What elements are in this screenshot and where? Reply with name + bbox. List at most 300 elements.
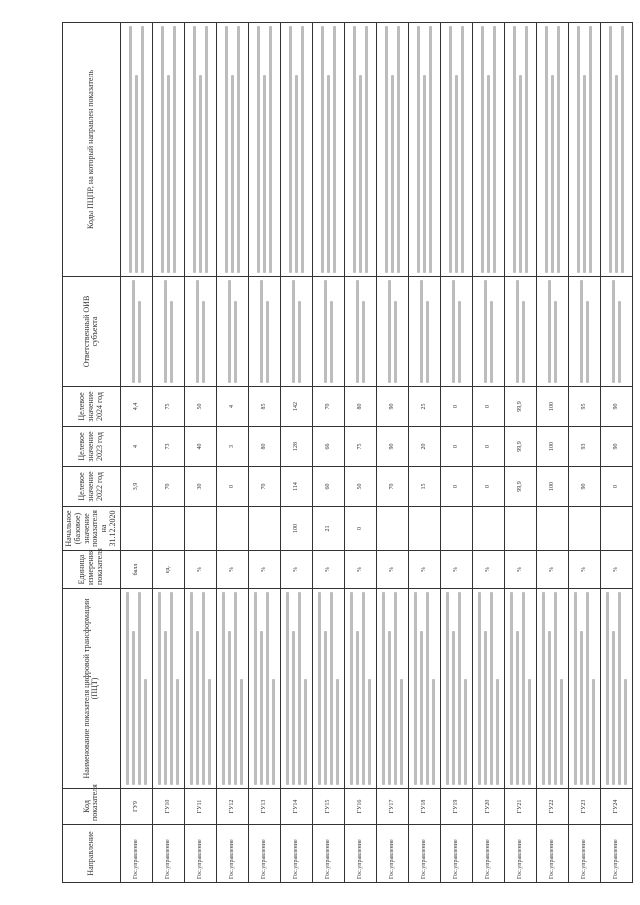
text-placeholder: [263, 75, 266, 273]
header-direction: Направление: [63, 825, 121, 883]
target-2022-cell: 15: [408, 467, 440, 507]
target-2023-cell: 93: [568, 427, 600, 467]
text-placeholder: [126, 592, 129, 785]
direction-cell: Гос.управление: [504, 825, 536, 883]
name-cell: [568, 589, 600, 789]
target-2022-cell: 99,9: [504, 467, 536, 507]
text-placeholder: [583, 75, 586, 273]
text-placeholder: [577, 26, 580, 273]
responsible-cell: [248, 277, 280, 387]
text-placeholder: [388, 280, 391, 383]
text-placeholder: [176, 679, 179, 785]
target-2024-cell: 100: [536, 387, 568, 427]
table-row: [408, 23, 440, 883]
text-placeholder: [510, 592, 513, 785]
text-placeholder: [272, 679, 275, 785]
direction-cell: Гос.управление: [408, 825, 440, 883]
header-target-2024: Целевое значение 2024 год: [63, 387, 121, 427]
text-placeholder: [551, 75, 554, 273]
target-2022-cell: 100: [536, 467, 568, 507]
text-placeholder: [391, 75, 394, 273]
text-placeholder: [286, 592, 289, 785]
text-placeholder: [432, 679, 435, 785]
text-placeholder: [298, 592, 301, 785]
nat-goal-cell: [440, 23, 472, 277]
code-cell: ГУ14: [280, 789, 312, 825]
text-placeholder: [164, 631, 167, 785]
nat-goal-cell: [280, 23, 312, 277]
direction-cell: Гос.управление: [600, 825, 632, 883]
target-2022-cell: 60: [312, 467, 344, 507]
nat-goal-cell: [536, 23, 568, 277]
target-2023-cell: 99,9: [504, 427, 536, 467]
target-2024-cell: 99,9: [504, 387, 536, 427]
text-placeholder: [589, 26, 592, 273]
text-placeholder: [333, 26, 336, 273]
direction-cell: Гос.управление: [216, 825, 248, 883]
text-placeholder: [350, 592, 353, 785]
text-placeholder: [304, 679, 307, 785]
responsible-cell: [152, 277, 184, 387]
table-row: [536, 23, 568, 883]
responsible-cell: [408, 277, 440, 387]
text-placeholder: [132, 631, 135, 785]
direction-cell: Гос.управление: [344, 825, 376, 883]
text-placeholder: [202, 301, 205, 383]
text-placeholder: [298, 301, 301, 383]
target-2022-cell: 30: [184, 467, 216, 507]
text-placeholder: [542, 592, 545, 785]
responsible-cell: [312, 277, 344, 387]
responsible-cell: [440, 277, 472, 387]
text-placeholder: [199, 75, 202, 273]
direction-cell: Гос.управление: [440, 825, 472, 883]
target-2024-cell: 70: [312, 387, 344, 427]
text-placeholder: [618, 301, 621, 383]
target-2024-cell: 0: [472, 387, 504, 427]
target-2023-cell: 75: [344, 427, 376, 467]
text-placeholder: [292, 631, 295, 785]
name-cell: [472, 589, 504, 789]
unit-cell: %: [504, 551, 536, 589]
nat-goal-cell: [408, 23, 440, 277]
target-2024-cell: 80: [344, 387, 376, 427]
code-cell: ГУ16: [344, 789, 376, 825]
nat-goal-cell: [248, 23, 280, 277]
code-cell: ГУ17: [376, 789, 408, 825]
text-placeholder: [269, 26, 272, 273]
nat-goal-cell: [568, 23, 600, 277]
text-placeholder: [423, 75, 426, 273]
baseline-cell: 100: [280, 507, 312, 551]
responsible-cell: [184, 277, 216, 387]
direction-cell: Гос.управление: [568, 825, 600, 883]
nat-goal-cell: [376, 23, 408, 277]
text-placeholder: [420, 280, 423, 383]
target-2023-cell: 66: [312, 427, 344, 467]
text-placeholder: [167, 75, 170, 273]
target-2023-cell: 40: [184, 427, 216, 467]
text-placeholder: [481, 26, 484, 273]
target-2023-cell: 20: [408, 427, 440, 467]
header-target-2022: Целевое значение 2022 год: [63, 467, 121, 507]
text-placeholder: [196, 631, 199, 785]
text-placeholder: [266, 301, 269, 383]
text-placeholder: [554, 301, 557, 383]
text-placeholder: [324, 631, 327, 785]
text-placeholder: [490, 592, 493, 785]
responsible-cell: [120, 277, 152, 387]
table-row: [280, 23, 312, 883]
responsible-cell: [600, 277, 632, 387]
baseline-cell: [600, 507, 632, 551]
code-cell: ГУ12: [216, 789, 248, 825]
table-row: [312, 23, 344, 883]
nat-goal-cell: [344, 23, 376, 277]
code-cell: ГУ21: [504, 789, 536, 825]
target-2022-cell: 70: [376, 467, 408, 507]
target-2022-cell: 114: [280, 467, 312, 507]
target-2024-cell: 0: [440, 387, 472, 427]
name-cell: [280, 589, 312, 789]
text-placeholder: [356, 631, 359, 785]
target-2022-cell: 3,9: [120, 467, 152, 507]
name-cell: [248, 589, 280, 789]
target-2023-cell: 90: [600, 427, 632, 467]
text-placeholder: [449, 26, 452, 273]
code-cell: ГУ10: [152, 789, 184, 825]
nat-goal-cell: [312, 23, 344, 277]
direction-cell: Гос.управление: [120, 825, 152, 883]
target-2023-cell: 128: [280, 427, 312, 467]
unit-cell: %: [536, 551, 568, 589]
text-placeholder: [548, 280, 551, 383]
name-cell: [184, 589, 216, 789]
text-placeholder: [525, 26, 528, 273]
unit-cell: %: [408, 551, 440, 589]
target-2024-cell: 142: [280, 387, 312, 427]
text-placeholder: [580, 631, 583, 785]
text-placeholder: [330, 301, 333, 383]
text-placeholder: [132, 280, 135, 383]
header-responsible: Ответственный ОИВ субъекта: [63, 277, 121, 387]
text-placeholder: [170, 592, 173, 785]
target-2024-cell: 4: [216, 387, 248, 427]
text-placeholder: [580, 280, 583, 383]
text-placeholder: [426, 592, 429, 785]
unit-cell: балл: [120, 551, 152, 589]
responsible-cell: [472, 277, 504, 387]
code-cell: ГУ11: [184, 789, 216, 825]
baseline-cell: [184, 507, 216, 551]
name-cell: [344, 589, 376, 789]
code-cell: ГУ18: [408, 789, 440, 825]
code-cell: ГУ19: [440, 789, 472, 825]
nat-goal-cell: [504, 23, 536, 277]
text-placeholder: [318, 592, 321, 785]
nat-goal-cell: [152, 23, 184, 277]
baseline-cell: [376, 507, 408, 551]
text-placeholder: [496, 679, 499, 785]
text-placeholder: [560, 679, 563, 785]
direction-cell: Гос.управление: [536, 825, 568, 883]
responsible-cell: [504, 277, 536, 387]
code-cell: ГУ13: [248, 789, 280, 825]
text-placeholder: [129, 26, 132, 273]
text-placeholder: [420, 631, 423, 785]
baseline-cell: [504, 507, 536, 551]
text-placeholder: [586, 301, 589, 383]
text-placeholder: [528, 679, 531, 785]
target-2024-cell: 75: [152, 387, 184, 427]
direction-cell: Гос.управление: [248, 825, 280, 883]
text-placeholder: [356, 280, 359, 383]
text-placeholder: [321, 26, 324, 273]
direction-cell: Гос.управление: [152, 825, 184, 883]
text-placeholder: [545, 26, 548, 273]
text-placeholder: [237, 26, 240, 273]
text-placeholder: [612, 280, 615, 383]
text-placeholder: [266, 592, 269, 785]
text-placeholder: [295, 75, 298, 273]
text-placeholder: [222, 592, 225, 785]
unit-cell: %: [216, 551, 248, 589]
text-placeholder: [240, 679, 243, 785]
text-placeholder: [557, 26, 560, 273]
unit-cell: %: [248, 551, 280, 589]
text-placeholder: [519, 75, 522, 273]
target-2024-cell: 25: [408, 387, 440, 427]
unit-cell: %: [312, 551, 344, 589]
target-2023-cell: 3: [216, 427, 248, 467]
text-placeholder: [397, 26, 400, 273]
target-2023-cell: 100: [536, 427, 568, 467]
text-placeholder: [446, 592, 449, 785]
unit-cell: %: [376, 551, 408, 589]
text-placeholder: [385, 26, 388, 273]
text-placeholder: [382, 592, 385, 785]
header-nat-goal-codes: Коды ПЦПР, на который направлен показатель: [63, 23, 121, 277]
text-placeholder: [260, 280, 263, 383]
unit-cell: ед.: [152, 551, 184, 589]
text-placeholder: [400, 679, 403, 785]
target-2022-cell: 0: [600, 467, 632, 507]
text-placeholder: [193, 26, 196, 273]
table-row: [248, 23, 280, 883]
text-placeholder: [225, 26, 228, 273]
text-placeholder: [368, 679, 371, 785]
text-placeholder: [190, 592, 193, 785]
target-2023-cell: 73: [152, 427, 184, 467]
responsible-cell: [216, 277, 248, 387]
unit-cell: %: [568, 551, 600, 589]
responsible-cell: [568, 277, 600, 387]
header-baseline: Начальное (базовое) значение показателя на 31.12.2020: [63, 507, 121, 551]
unit-cell: %: [184, 551, 216, 589]
text-placeholder: [196, 280, 199, 383]
unit-cell: %: [280, 551, 312, 589]
text-placeholder: [621, 26, 624, 273]
name-cell: [376, 589, 408, 789]
target-2022-cell: 0: [216, 467, 248, 507]
direction-cell: Гос.управление: [184, 825, 216, 883]
text-placeholder: [173, 26, 176, 273]
table-row: [152, 23, 184, 883]
indicators-table: [62, 22, 633, 883]
name-cell: [600, 589, 632, 789]
target-2024-cell: 90: [600, 387, 632, 427]
text-placeholder: [429, 26, 432, 273]
target-2022-cell: 50: [344, 467, 376, 507]
text-placeholder: [554, 592, 557, 785]
text-placeholder: [394, 301, 397, 383]
table-row: [472, 23, 504, 883]
text-placeholder: [161, 26, 164, 273]
code-cell: ГУ24: [600, 789, 632, 825]
table-row: [440, 23, 472, 883]
table-row: [184, 23, 216, 883]
text-placeholder: [414, 592, 417, 785]
text-placeholder: [484, 631, 487, 785]
code-cell: ГУ9: [120, 789, 152, 825]
text-placeholder: [574, 592, 577, 785]
text-placeholder: [260, 631, 263, 785]
unit-cell: %: [344, 551, 376, 589]
text-placeholder: [336, 679, 339, 785]
nat-goal-cell: [600, 23, 632, 277]
text-placeholder: [138, 592, 141, 785]
target-2024-cell: 90: [376, 387, 408, 427]
name-cell: [504, 589, 536, 789]
text-placeholder: [612, 631, 615, 785]
nat-goal-cell: [120, 23, 152, 277]
nat-goal-cell: [184, 23, 216, 277]
target-2022-cell: 90: [568, 467, 600, 507]
text-placeholder: [516, 280, 519, 383]
baseline-cell: [248, 507, 280, 551]
text-placeholder: [231, 75, 234, 273]
target-2022-cell: 0: [440, 467, 472, 507]
table-row: [344, 23, 376, 883]
text-placeholder: [452, 631, 455, 785]
text-placeholder: [478, 592, 481, 785]
target-2024-cell: 50: [184, 387, 216, 427]
text-placeholder: [362, 301, 365, 383]
text-placeholder: [548, 631, 551, 785]
text-placeholder: [461, 26, 464, 273]
text-placeholder: [522, 592, 525, 785]
baseline-cell: 21: [312, 507, 344, 551]
unit-cell: %: [440, 551, 472, 589]
text-placeholder: [228, 280, 231, 383]
baseline-cell: [472, 507, 504, 551]
nat-goal-cell: [216, 23, 248, 277]
responsible-cell: [536, 277, 568, 387]
text-placeholder: [618, 592, 621, 785]
baseline-cell: [536, 507, 568, 551]
baseline-cell: [408, 507, 440, 551]
target-2023-cell: 80: [248, 427, 280, 467]
text-placeholder: [228, 631, 231, 785]
text-placeholder: [458, 592, 461, 785]
name-cell: [536, 589, 568, 789]
text-placeholder: [292, 280, 295, 383]
text-placeholder: [516, 631, 519, 785]
direction-cell: Гос.управление: [376, 825, 408, 883]
text-placeholder: [615, 75, 618, 273]
text-placeholder: [164, 280, 167, 383]
header-name: Наименование показателя цифровой трансформации (ПЦТ): [63, 589, 121, 789]
name-cell: [152, 589, 184, 789]
name-cell: [312, 589, 344, 789]
target-2023-cell: 0: [440, 427, 472, 467]
text-placeholder: [586, 592, 589, 785]
text-placeholder: [522, 301, 525, 383]
text-placeholder: [388, 631, 391, 785]
target-2024-cell: 95: [568, 387, 600, 427]
text-placeholder: [158, 592, 161, 785]
text-placeholder: [324, 280, 327, 383]
text-placeholder: [609, 26, 612, 273]
text-placeholder: [141, 26, 144, 273]
direction-cell: Гос.управление: [472, 825, 504, 883]
code-cell: ГУ15: [312, 789, 344, 825]
text-placeholder: [464, 679, 467, 785]
responsible-cell: [376, 277, 408, 387]
target-2022-cell: 0: [472, 467, 504, 507]
table-row: [216, 23, 248, 883]
text-placeholder: [490, 301, 493, 383]
name-cell: [440, 589, 472, 789]
text-placeholder: [394, 592, 397, 785]
text-placeholder: [487, 75, 490, 273]
text-placeholder: [254, 592, 257, 785]
text-placeholder: [327, 75, 330, 273]
text-placeholder: [455, 75, 458, 273]
responsible-cell: [344, 277, 376, 387]
text-placeholder: [513, 26, 516, 273]
text-placeholder: [144, 679, 147, 785]
text-placeholder: [138, 301, 141, 383]
direction-cell: Гос.управление: [312, 825, 344, 883]
text-placeholder: [624, 679, 627, 785]
text-placeholder: [353, 26, 356, 273]
table-row: [376, 23, 408, 883]
text-placeholder: [170, 301, 173, 383]
table-row: [568, 23, 600, 883]
target-2023-cell: 4: [120, 427, 152, 467]
baseline-cell: [216, 507, 248, 551]
header-unit: Единица измерения показателя: [63, 551, 121, 589]
table-row: [600, 23, 632, 883]
baseline-cell: [152, 507, 184, 551]
text-placeholder: [135, 75, 138, 273]
text-placeholder: [330, 592, 333, 785]
direction-cell: Гос.управление: [280, 825, 312, 883]
header-code: Код показателя: [63, 789, 121, 825]
text-placeholder: [365, 26, 368, 273]
code-cell: ГУ22: [536, 789, 568, 825]
table-row: [504, 23, 536, 883]
rotated-table-wrapper: [62, 23, 619, 883]
baseline-cell: [120, 507, 152, 551]
text-placeholder: [362, 592, 365, 785]
baseline-cell: [568, 507, 600, 551]
text-placeholder: [202, 592, 205, 785]
text-placeholder: [592, 679, 595, 785]
text-placeholder: [452, 280, 455, 383]
code-cell: ГУ23: [568, 789, 600, 825]
